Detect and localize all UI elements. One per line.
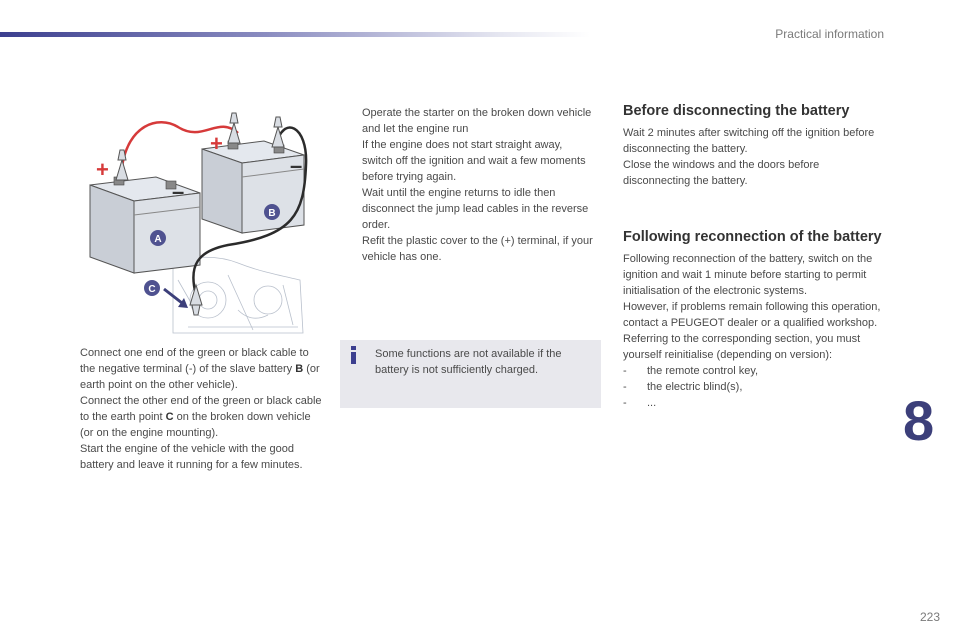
- instruction-item: Refit the plastic cover to the (+) terminal, if your vehicle has one.: [362, 235, 593, 263]
- info-note: [340, 340, 601, 408]
- minus-sign-a: –: [172, 179, 185, 204]
- paragraph: Following reconnection of the battery, switch on the ignition and wait 1 minute before starting to permit initialisation of the electronic systems.: [623, 253, 873, 297]
- info-note-text: Some functions are not available if the battery is not sufficiently charged.: [375, 348, 562, 376]
- page-number: 223: [919, 610, 940, 624]
- header-gradient-bar: [0, 32, 590, 37]
- section-title: Practical information: [775, 27, 884, 41]
- left-instructions: [58, 345, 323, 473]
- heading-before-disconnecting: Before disconnecting the battery: [623, 103, 850, 119]
- label-c: C: [148, 284, 156, 295]
- label-a: A: [154, 234, 162, 245]
- middle-instructions: [340, 105, 595, 265]
- paragraph: However, if problems remain following this operation, contact a PEUGEOT dealer or a qualified workshop.: [623, 301, 881, 329]
- jump-start-illustration: [78, 105, 318, 337]
- instruction-item: Wait until the engine returns to idle then disconnect the jump lead cables in the reverse order.: [362, 187, 589, 231]
- minus-sign-b: –: [290, 153, 303, 178]
- instruction-item: Start the engine of the vehicle with the good battery and leave it running for a few minutes.: [80, 443, 303, 471]
- info-icon: [350, 346, 357, 364]
- paragraph: Close the windows and the doors before disconnecting the battery.: [623, 159, 820, 187]
- paragraph: Referring to the corresponding section, you must yourself reinitialise (depending on version):: [623, 333, 861, 361]
- plus-sign-b: +: [210, 131, 223, 156]
- list-item: - ...: [623, 397, 657, 409]
- instruction-item: Operate the starter on the broken down vehicle and let the engine run If the engine does not start straight away, switch off the ignition and wait a few moments before trying again.: [362, 107, 592, 183]
- paragraph: Wait 2 minutes after switching off the ignition before disconnecting the battery.: [623, 127, 875, 155]
- clamp-black-c: [190, 285, 202, 315]
- clamp-red-a: [116, 150, 128, 180]
- instruction-item: Connect the other end of the green or black cable to the earth point C on the broken down vehicle (or on the engine mounting).: [80, 395, 322, 439]
- reinitialise-list: [623, 363, 885, 411]
- label-b: B: [268, 208, 276, 219]
- list-item: - the remote control key,: [623, 365, 759, 377]
- heading-following-reconnection: Following reconnection of the battery: [623, 229, 882, 245]
- chapter-number: 8: [903, 389, 935, 452]
- list-item: - the electric blind(s),: [623, 381, 743, 393]
- plus-sign-a: +: [96, 157, 109, 182]
- instruction-item: Connect one end of the green or black cable to the negative terminal (-) of the slave battery B (or earth point on the other vehicle).: [80, 347, 320, 391]
- right-column: [623, 103, 885, 411]
